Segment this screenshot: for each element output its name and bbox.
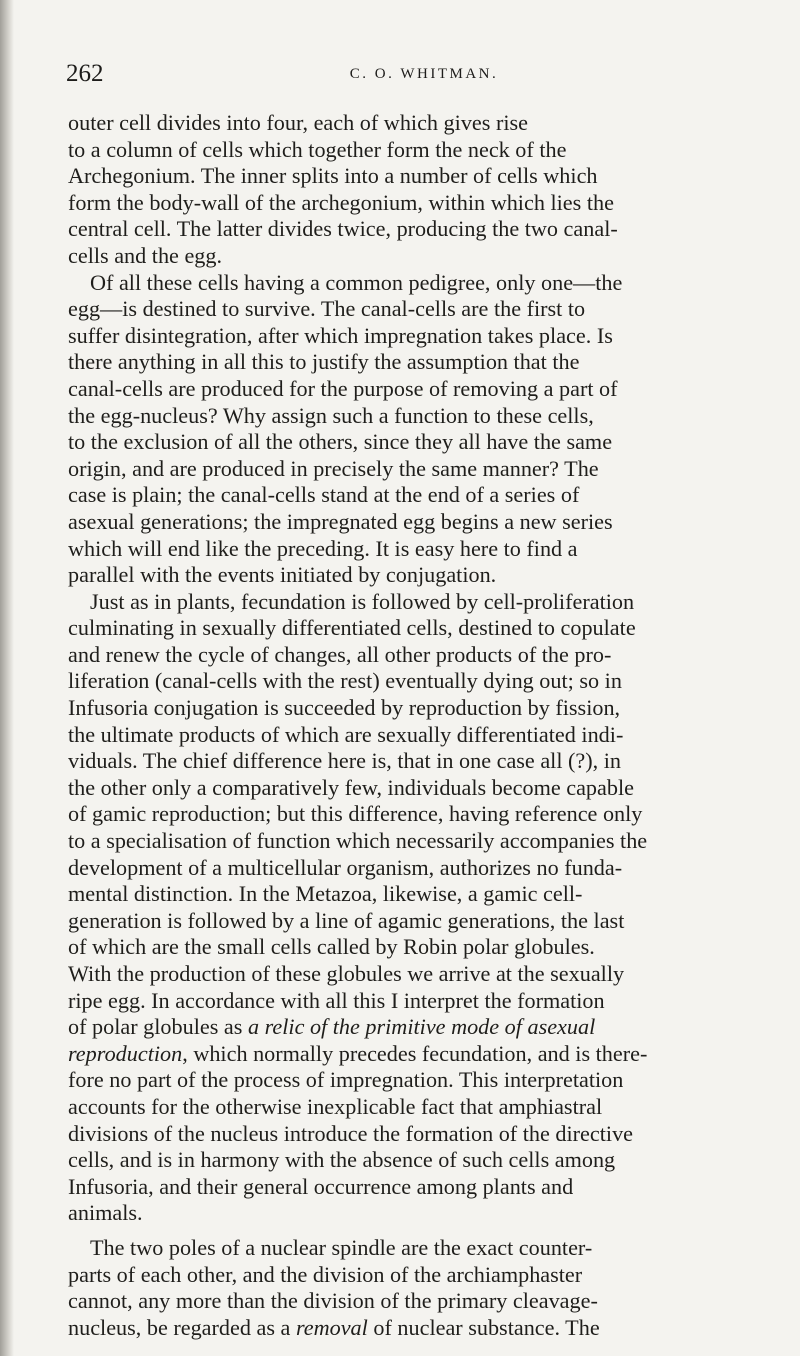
text-segment: of nuclear substance. The xyxy=(373,1314,600,1340)
running-head xyxy=(66,56,742,92)
text-line: egg—is destined to survive. The canal-cells are the first to xyxy=(68,296,586,322)
text-line: Infusoria, and their general occurrence among plants and xyxy=(68,1173,574,1199)
text-line: to a column of cells which together form the neck of the xyxy=(68,136,567,162)
text-line: which will end like the preceding. It is easy here to find a xyxy=(68,535,578,561)
text-line: there anything in all this to justify the assumption that the xyxy=(68,349,580,375)
text-line: origin, and are produced in precisely the same manner? The xyxy=(68,455,599,481)
text-line: the ultimate products of which are sexually differentiated indi- xyxy=(68,721,624,747)
text-line: development of a multicellular organism, authorizes no funda- xyxy=(68,854,623,880)
text-line: divisions of the nucleus introduce the formation of the directive xyxy=(68,1120,634,1146)
text-line: liferation (canal-cells with the rest) eventually dying out; so in xyxy=(68,668,622,694)
text-line: Just as in plants, fecundation is followed by cell-proliferation xyxy=(90,588,635,614)
italic-phrase: reproduction xyxy=(68,1040,183,1066)
text-line: cells, and is in harmony with the absence of such cells among xyxy=(68,1147,616,1173)
text-line: cannot, any more than the division of the primary cleavage- xyxy=(68,1288,598,1314)
text-line: parallel with the events initiated by conjugation. xyxy=(68,562,497,588)
text-line: animals. xyxy=(68,1200,143,1226)
text-line: Of all these cells having a common pedigree, only one—the xyxy=(90,269,623,295)
text-line: cells and the egg. xyxy=(68,242,223,268)
text-line: outer cell divides into four, each of which gives rise xyxy=(68,110,528,135)
text-segment: nucleus, be regarded as a xyxy=(68,1314,291,1340)
text-line: and renew the cycle of changes, all other products of the pro- xyxy=(68,641,612,667)
text-line: form the body-wall of the archegonium, within which lies the xyxy=(68,189,614,215)
text-line: asexual generations; the impregnated egg begins a new series xyxy=(68,508,613,534)
text-line: of gamic reproduction; but this difference, having reference only xyxy=(68,801,643,827)
text-line: parts of each other, and the division of the archiamphaster xyxy=(68,1261,583,1287)
text-line: Archegonium. The inner splits into a number of cells which xyxy=(68,163,598,189)
text-segment: of polar globules as xyxy=(68,1014,243,1040)
text-line: culminating in sexually differentiated cells, destined to copulate xyxy=(68,615,636,641)
text-line: accounts for the otherwise inexplicable fact that amphiastral xyxy=(68,1093,603,1119)
body-text xyxy=(68,110,728,1341)
text-line: central cell. The latter divides twice, producing the two canal- xyxy=(68,216,618,242)
text-line: The two poles of a nuclear spindle are the exact counter- xyxy=(90,1234,593,1260)
text-line: suffer disintegration, after which impregnation takes place. Is xyxy=(68,322,613,348)
text-line: of which are the small cells called by Robin polar globules. xyxy=(68,934,595,960)
text-line-mixed xyxy=(68,1315,728,1342)
text-line: canal-cells are produced for the purpose of removing a part of xyxy=(68,375,618,401)
text-line: fore no part of the process of impregnation. This interpretation xyxy=(68,1067,624,1093)
text-line: case is plain; the canal-cells stand at the end of a series of xyxy=(68,482,580,508)
text-line: With the production of these globules we arrive at the sexually xyxy=(68,961,625,986)
text-line: generation is followed by a line of agamic generations, the last xyxy=(68,907,625,933)
text-line: to a specialisation of function which necessarily accompanies the xyxy=(68,828,648,854)
text-segment: , which normally precedes fecundation, and is there- xyxy=(182,1040,648,1066)
text-line-mixed xyxy=(68,1014,728,1041)
italic-word: removal xyxy=(295,1314,368,1340)
text-line: mental distinction. In the Metazoa, likewise, a gamic cell- xyxy=(68,881,583,907)
text-line: the egg-nucleus? Why assign such a function to these cells, xyxy=(68,402,594,428)
page-number: 262 xyxy=(66,60,104,87)
text-line: viduals. The chief difference here is, that in one case all (?), in xyxy=(68,748,622,774)
running-title: C. O. WHITMAN. xyxy=(349,66,499,82)
italic-phrase: a relic of the primitive mode of asexual xyxy=(247,1014,596,1040)
text-line: Infusoria conjugation is succeeded by reproduction by fission, xyxy=(68,695,621,721)
text-line-mixed xyxy=(68,1041,728,1068)
text-line: to the exclusion of all the others, since they all have the same xyxy=(68,429,613,455)
text-line: the other only a comparatively few, individuals become capable xyxy=(68,774,634,800)
text-line: ripe egg. In accordance with all this I interpret the formation xyxy=(68,987,605,1013)
